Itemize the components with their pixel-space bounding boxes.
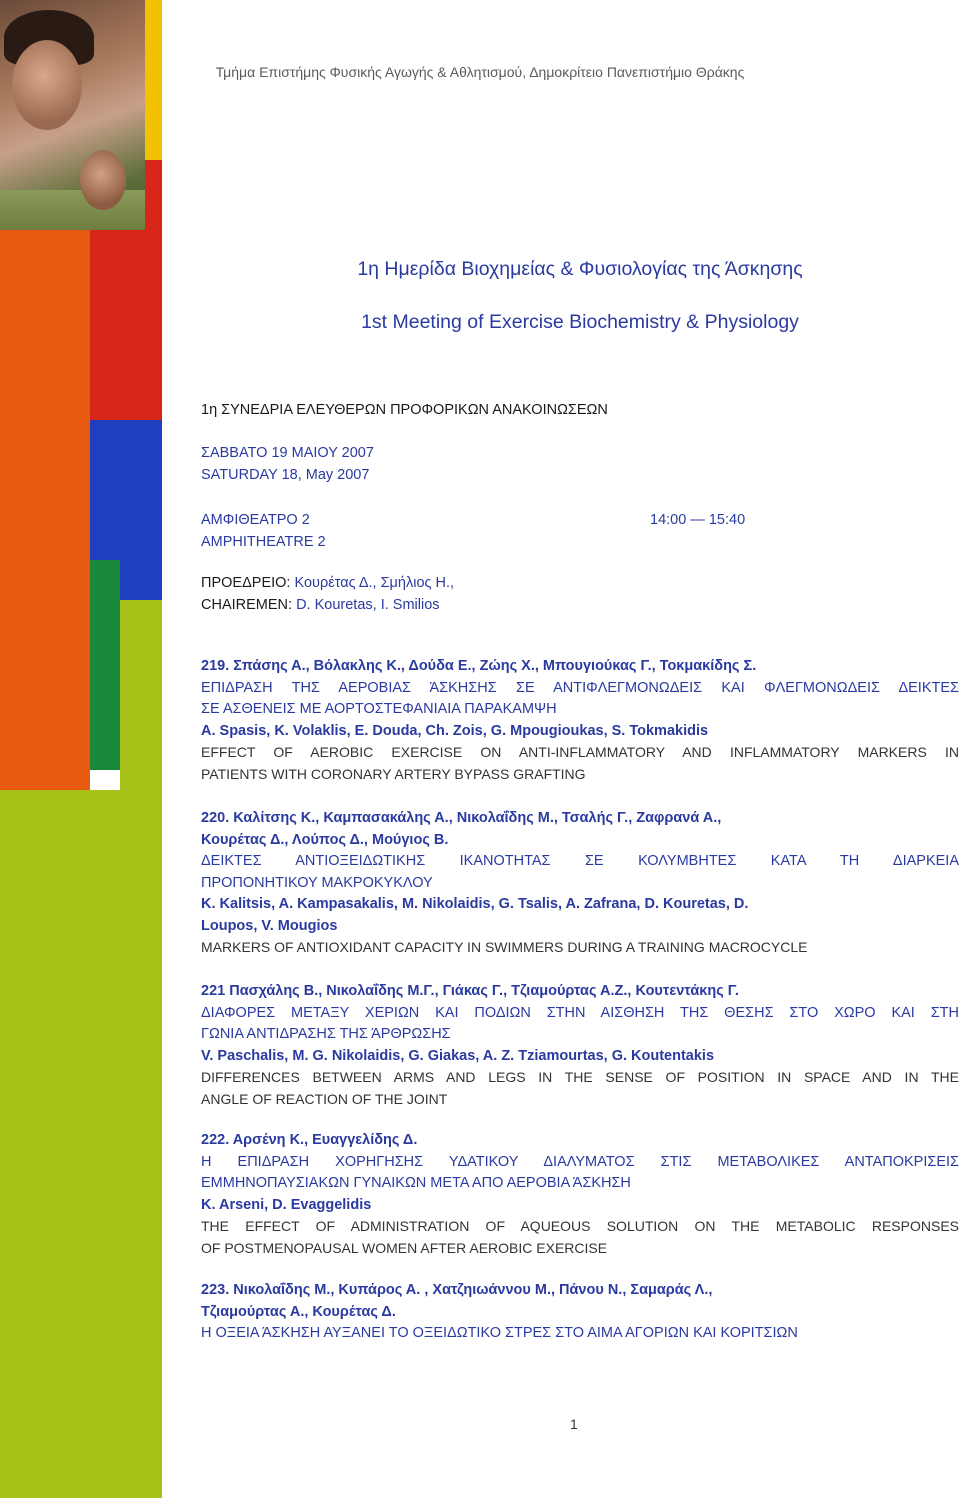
chair-gr xyxy=(201,572,454,594)
lime-edge xyxy=(120,600,162,800)
date-gr: ΣΑΒΒΑΤΟ 19 ΜΑΙΟΥ 2007 xyxy=(201,445,374,461)
chair-en xyxy=(201,594,440,616)
title-en-line2: ANGLE OF REACTION OF THE JOINT xyxy=(201,1090,448,1107)
title-gr-line1: ΕΠΙΔΡΑΣΗ ΤΗΣ ΑΕΡΟΒΙΑΣ ΆΣΚΗΣΗΣ ΣΕ ΑΝΤΙΦΛΕΓΜΟΝΩΔΕΙΣ ΚΑΙ ΦΛΕΓΜΟΝΩΔΕΙΣ ΔΕΙΚΤΕΣ xyxy=(201,679,959,696)
page-number: 1 xyxy=(570,1416,578,1432)
title-gr: Η ΟΞΕΙΑ ΆΣΚΗΣΗ ΑΥΞΑΝΕΙ ΤΟ ΟΞΕΙΔΩΤΙΚΟ ΣΤΡΕΣ ΣΤΟ ΑΙΜΑ ΑΓΟΡΙΩΝ ΚΑΙ ΚΟΡΙΤΣΙΩΝ xyxy=(201,1325,798,1341)
authors-gr: 221 Πασχάλης Β., Νικολαΐδης Μ.Γ., Γιάκας Γ., Τζιαμούρτας Α.Ζ., Κουτεντάκης Γ. xyxy=(201,983,739,999)
page-header: Τμήμα Επιστήμης Φυσικής Αγωγής & Αθλητισμού, Δημοκρίτειο Πανεπιστήμιο Θράκης xyxy=(215,64,745,80)
session-title: 1η ΣΥΝΕΔΡΙΑ ΕΛΕΥΘΕΡΩΝ ΠΡΟΦΟΡΙΚΩΝ ΑΝΑΚΟΙΝΩΣΕΩΝ xyxy=(201,402,608,418)
chair-label-en: CHAIREMEN: xyxy=(201,597,293,613)
authors-en-line1: K. Kalitsis, A. Kampasakalis, M. Nikolaidis, G. Tsalis, A. Zafrana, D. Kouretas, D. xyxy=(201,896,749,912)
title-en-line1: THE EFFECT OF ADMINISTRATION OF AQUEOUS SOLUTION ON THE METABOLIC RESPONSES xyxy=(201,1218,959,1234)
chair-label-gr: ΠΡΟΕΔΡΕΙΟ: xyxy=(201,575,291,591)
meeting-title-en: 1st Meeting of Exercise Biochemistry & Physiology xyxy=(361,311,799,333)
title-en: MARKERS OF ANTIOXIDANT CAPACITY IN SWIMMERS DURING A TRAINING MACROCYCLE xyxy=(201,939,808,955)
abstract-221 xyxy=(201,981,959,1110)
title-gr-line1: ΔΙΑΦΟΡΕΣ ΜΕΤΑΞΥ ΧΕΡΙΩΝ ΚΑΙ ΠΟΔΙΩΝ ΣΤΗΝ ΑΙΣΘΗΣΗ ΤΗΣ ΘΕΣΗΣ ΣΤΟ ΧΩΡΟ ΚΑΙ ΣΤΗ xyxy=(201,1004,959,1021)
orange-stripe xyxy=(0,230,90,790)
authors-en: A. Spasis, K. Volaklis, E. Douda, Ch. Zois, G. Mpougioukas, S. Tokmakidis xyxy=(201,722,709,739)
time: 14:00 — 15:40 xyxy=(650,512,746,528)
venue-gr: ΑΜΦΙΘΕΑΤΡΟ 2 xyxy=(201,512,310,528)
abstract-219 xyxy=(201,656,959,785)
date-en: SATURDAY 18, May 2007 xyxy=(201,467,370,483)
meeting-title-gr: 1η Ημερίδα Βιοχημείας & Φυσιολογίας της Άσκησης xyxy=(357,258,803,280)
title-gr-line1: ΔΕΙΚΤΕΣ ΑΝΤΙΟΞΕΙΔΩΤΙΚΗΣ ΙΚΑΝΟΤΗΤΑΣ ΣΕ ΚΟΛΥΜΒΗΤΕΣ ΚΑΤΑ ΤΗ ΔΙΑΡΚΕΙΑ xyxy=(201,853,959,869)
title-en-line1: EFFECT OF AEROBIC EXERCISE ON ANTI-INFLAMMATORY AND INFLAMMATORY MARKERS IN xyxy=(201,744,959,760)
title-gr-line1: Η ΕΠΙΔΡΑΣΗ ΧΟΡΗΓΗΣΗΣ ΥΔΑΤΙΚΟΥ ΔΙΑΛΥΜΑΤΟΣ ΣΤΙΣ ΜΕΤΑΒΟΛΙΚΕΣ ΑΝΤΑΠΟΚΡΙΣΕΙΣ xyxy=(201,1153,959,1170)
chair-names-gr: Κουρέτας Δ., Σμήλιος Η., xyxy=(294,575,455,591)
abstract-223 xyxy=(201,1280,959,1345)
authors-en: K. Arseni, D. Evaggelidis xyxy=(201,1196,372,1213)
venue-en: AMPHITHEATRE 2 xyxy=(201,534,326,550)
title-gr-line2: ΓΩΝΙΑ ΑΝΤΙΔΡΑΣΗΣ ΤΗΣ ΆΡΘΡΩΣΗΣ xyxy=(201,1026,451,1042)
authors-gr-line1: 223. Νικολαΐδης Μ., Κυπάρος Α. , Χατζηιωάννου Μ., Πάνου Ν., Σαμαράς Λ., xyxy=(201,1282,713,1298)
abstract-222 xyxy=(201,1130,959,1259)
title-gr-line2: ΠΡΟΠΟΝΗΤΙΚΟΥ ΜΑΚΡΟΚΥΚΛΟΥ xyxy=(201,874,433,891)
authors-gr-line2: Τζιαμούρτας Α., Κουρέτας Δ. xyxy=(201,1303,396,1320)
authors-gr: 219. Σπάσης Α., Βόλακλης Κ., Δούδα Ε., Ζώης Χ., Μπουγιούκας Γ., Τοκμακίδης Σ. xyxy=(201,658,757,674)
authors-gr-line2: Κουρέτας Δ., Λούπος Δ., Μούγιος Β. xyxy=(201,831,449,848)
authors-en: V. Paschalis, M. G. Nikolaidis, G. Giakas, A. Z. Tziamourtas, G. Koutentakis xyxy=(201,1047,715,1064)
authors-en-line2: Loupos, V. Mougios xyxy=(201,917,338,934)
chair-names-en: D. Kouretas, I. Smilios xyxy=(296,597,440,613)
photo-children xyxy=(0,0,145,230)
title-gr-line2: ΣΕ ΑΣΘΕΝΕΙΣ ΜΕ ΑΟΡΤΟΣΤΕΦΑΝΙΑΙΑ ΠΑΡΑΚΑΜΨΗ xyxy=(201,701,557,717)
abstract-220 xyxy=(201,808,959,959)
lime-stripe xyxy=(0,790,162,1498)
authors-gr: 222. Αρσένη Κ., Ευαγγελίδης Δ. xyxy=(201,1132,418,1148)
authors-gr-line1: 220. Καλίτσης Κ., Καμπασακάλης Α., Νικολαΐδης Μ., Τσαλής Γ., Ζαφρανά Α., xyxy=(201,810,722,826)
title-en-line2: PATIENTS WITH CORONARY ARTERY BYPASS GRAFTING xyxy=(201,765,586,782)
title-gr-line2: ΕΜΜΗΝΟΠΑΥΣΙΑΚΩΝ ΓΥΝΑΙΚΩΝ ΜΕΤΑ ΑΠΟ ΑΕΡΟΒΙΑ ΆΣΚΗΣΗ xyxy=(201,1175,631,1191)
title-en-line1: DIFFERENCES BETWEEN ARMS AND LEGS IN THE SENSE OF POSITION IN SPACE AND IN THE xyxy=(201,1069,959,1085)
title-en-line2: OF POSTMENOPAUSAL WOMEN AFTER AEROBIC EXERCISE xyxy=(201,1239,608,1256)
decorative-color-band xyxy=(0,0,162,1498)
